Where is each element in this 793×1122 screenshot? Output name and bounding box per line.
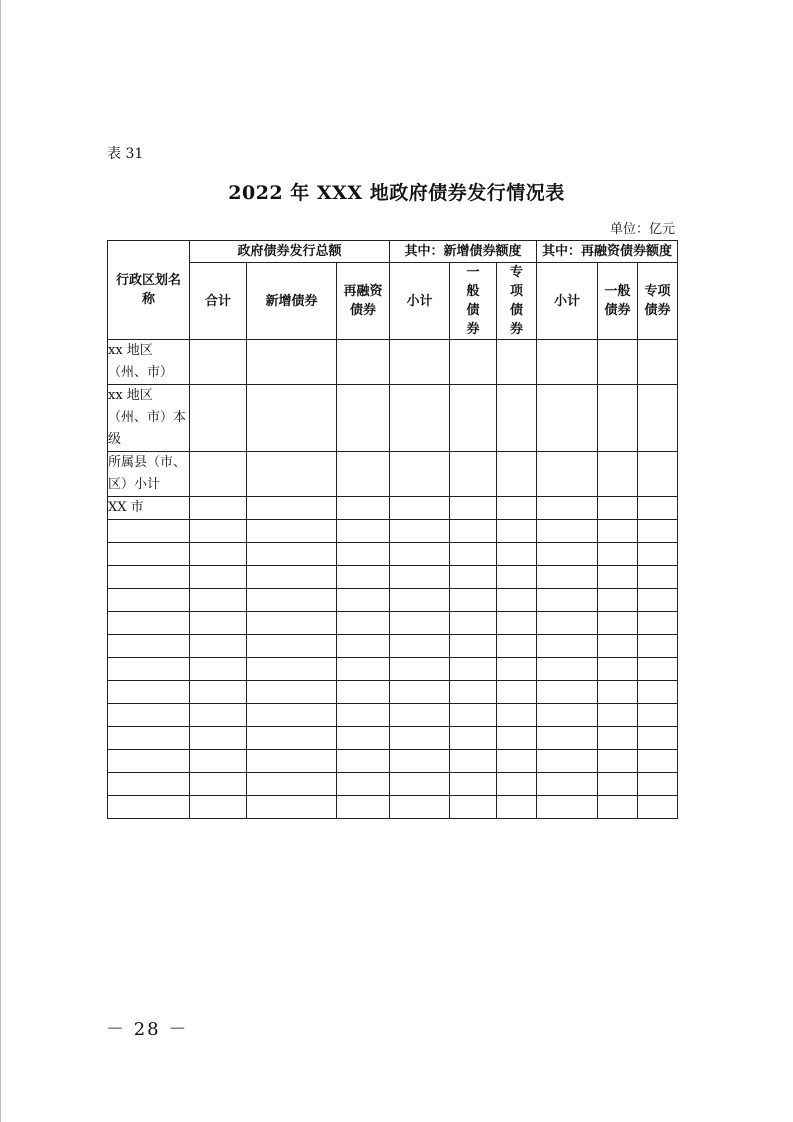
data-cell: [537, 704, 598, 727]
table-label: 表 31: [107, 146, 144, 162]
row-region-name: 所属县（市、区）小计: [108, 452, 190, 497]
subheader-refi-special: 专项债券: [638, 263, 678, 340]
bond-issuance-table: [107, 240, 678, 819]
data-cell: [247, 727, 337, 750]
data-cell: [390, 340, 450, 385]
data-cell: [190, 612, 247, 635]
data-cell: [598, 635, 638, 658]
data-cell: [337, 681, 390, 704]
data-cell: [537, 566, 598, 589]
data-cell: [390, 773, 450, 796]
data-cell: [450, 796, 497, 819]
data-cell: [537, 796, 598, 819]
data-cell: [190, 589, 247, 612]
data-cell: [247, 452, 337, 497]
row-region-name: xx 地区（州、市）本级: [108, 385, 190, 452]
row-region-name: [108, 566, 190, 589]
data-cell: [598, 497, 638, 520]
table-row: [108, 773, 678, 796]
row-region-name: [108, 589, 190, 612]
data-cell: [497, 520, 537, 543]
row-region-name: [108, 750, 190, 773]
data-cell: [638, 612, 678, 635]
data-cell: [337, 520, 390, 543]
data-cell: [450, 612, 497, 635]
data-cell: [497, 589, 537, 612]
data-cell: [390, 589, 450, 612]
data-cell: [638, 796, 678, 819]
data-cell: [247, 704, 337, 727]
data-cell: [638, 385, 678, 452]
row-region-name: [108, 681, 190, 704]
data-cell: [537, 727, 598, 750]
table-row: [108, 497, 678, 520]
row-region-name: XX 市: [108, 497, 190, 520]
data-cell: [247, 543, 337, 566]
data-cell: [450, 704, 497, 727]
data-cell: [337, 704, 390, 727]
data-cell: [190, 635, 247, 658]
table-row: [108, 635, 678, 658]
data-cell: [450, 589, 497, 612]
data-cell: [598, 796, 638, 819]
data-cell: [247, 796, 337, 819]
data-cell: [638, 589, 678, 612]
data-cell: [450, 727, 497, 750]
group-header-total: 政府债券发行总额: [190, 241, 390, 263]
row-region-name: [108, 704, 190, 727]
data-cell: [247, 750, 337, 773]
data-cell: [598, 385, 638, 452]
data-cell: [638, 452, 678, 497]
data-cell: [190, 340, 247, 385]
data-cell: [598, 612, 638, 635]
data-cell: [598, 452, 638, 497]
data-cell: [390, 750, 450, 773]
data-cell: [337, 566, 390, 589]
data-cell: [450, 520, 497, 543]
data-cell: [390, 658, 450, 681]
data-cell: [497, 543, 537, 566]
subheader-new-special: 专项债券: [497, 263, 537, 340]
row-region-name: [108, 612, 190, 635]
data-cell: [190, 750, 247, 773]
data-cell: [247, 566, 337, 589]
table-body: [108, 340, 678, 819]
data-cell: [190, 773, 247, 796]
table-row: [108, 543, 678, 566]
row-region-name: [108, 796, 190, 819]
data-cell: [337, 658, 390, 681]
data-cell: [497, 704, 537, 727]
data-cell: [390, 796, 450, 819]
data-cell: [450, 750, 497, 773]
data-cell: [337, 589, 390, 612]
data-cell: [598, 704, 638, 727]
group-header-new: 其中：新增债券额度: [390, 241, 537, 263]
page-number: － 28 －: [106, 1019, 189, 1040]
subheader-new-bonds: 新增债券: [247, 263, 337, 340]
data-cell: [450, 385, 497, 452]
data-cell: [450, 566, 497, 589]
data-cell: [337, 750, 390, 773]
data-cell: [497, 773, 537, 796]
data-cell: [190, 566, 247, 589]
data-cell: [497, 385, 537, 452]
data-cell: [638, 704, 678, 727]
data-cell: [247, 612, 337, 635]
data-cell: [247, 635, 337, 658]
data-cell: [497, 681, 537, 704]
data-cell: [638, 520, 678, 543]
table-row: [108, 681, 678, 704]
data-cell: [337, 543, 390, 566]
data-cell: [337, 612, 390, 635]
row-region-name: [108, 520, 190, 543]
data-cell: [337, 727, 390, 750]
data-cell: [638, 543, 678, 566]
data-cell: [450, 340, 497, 385]
data-cell: [247, 340, 337, 385]
unit-label: 单位：亿元: [609, 222, 675, 237]
row-region-name: [108, 635, 190, 658]
table-row: [108, 385, 678, 452]
data-cell: [598, 773, 638, 796]
data-cell: [390, 612, 450, 635]
data-cell: [190, 520, 247, 543]
table-row: [108, 520, 678, 543]
data-cell: [537, 589, 598, 612]
data-cell: [190, 796, 247, 819]
row-region-name: [108, 727, 190, 750]
subheader-new-general: 一般债券: [450, 263, 497, 340]
data-cell: [537, 497, 598, 520]
data-cell: [497, 658, 537, 681]
data-cell: [190, 681, 247, 704]
data-cell: [247, 658, 337, 681]
data-cell: [390, 520, 450, 543]
data-cell: [638, 681, 678, 704]
data-cell: [638, 497, 678, 520]
data-cell: [247, 520, 337, 543]
data-cell: [497, 566, 537, 589]
data-cell: [537, 681, 598, 704]
data-cell: [537, 750, 598, 773]
data-cell: [390, 452, 450, 497]
data-cell: [390, 385, 450, 452]
data-cell: [537, 340, 598, 385]
subheader-refi-subtotal: 小计: [537, 263, 598, 340]
data-cell: [247, 589, 337, 612]
data-cell: [497, 452, 537, 497]
table-row: [108, 658, 678, 681]
page-left-edge: [0, 0, 1, 1122]
subheader-refi-general: 一般债券: [598, 263, 638, 340]
data-cell: [337, 340, 390, 385]
table-row: [108, 727, 678, 750]
table-row: [108, 589, 678, 612]
data-cell: [638, 340, 678, 385]
data-cell: [450, 773, 497, 796]
data-cell: [450, 635, 497, 658]
data-cell: [190, 543, 247, 566]
data-cell: [497, 750, 537, 773]
data-cell: [598, 681, 638, 704]
data-cell: [638, 773, 678, 796]
data-cell: [247, 681, 337, 704]
data-cell: [537, 635, 598, 658]
data-cell: [390, 543, 450, 566]
data-cell: [497, 497, 537, 520]
data-cell: [497, 635, 537, 658]
data-cell: [537, 773, 598, 796]
data-cell: [390, 704, 450, 727]
data-cell: [450, 658, 497, 681]
subheader-new-subtotal: 小计: [390, 263, 450, 340]
data-cell: [598, 727, 638, 750]
row-region-name: [108, 773, 190, 796]
data-cell: [337, 452, 390, 497]
group-header-refinance: 其中：再融资债券额度: [537, 241, 678, 263]
data-cell: [537, 520, 598, 543]
data-cell: [190, 658, 247, 681]
data-cell: [638, 566, 678, 589]
subheader-refinance-bonds: 再融资债券: [337, 263, 390, 340]
data-cell: [537, 385, 598, 452]
table-row: [108, 750, 678, 773]
data-cell: [497, 612, 537, 635]
data-cell: [247, 773, 337, 796]
data-cell: [390, 681, 450, 704]
region-name-header: 行政区划名称: [108, 241, 190, 340]
subheader-total: 合计: [190, 263, 247, 340]
data-cell: [497, 796, 537, 819]
data-cell: [337, 497, 390, 520]
data-cell: [537, 543, 598, 566]
data-cell: [450, 543, 497, 566]
data-cell: [247, 497, 337, 520]
data-cell: [537, 452, 598, 497]
data-cell: [190, 452, 247, 497]
row-region-name: [108, 543, 190, 566]
data-cell: [190, 704, 247, 727]
data-cell: [337, 635, 390, 658]
data-cell: [390, 497, 450, 520]
data-cell: [450, 452, 497, 497]
data-cell: [190, 385, 247, 452]
data-cell: [598, 566, 638, 589]
data-cell: [638, 750, 678, 773]
row-region-name: [108, 658, 190, 681]
data-cell: [638, 727, 678, 750]
table-row: [108, 452, 678, 497]
data-cell: [497, 340, 537, 385]
table-row: [108, 612, 678, 635]
data-cell: [247, 385, 337, 452]
data-cell: [598, 520, 638, 543]
data-cell: [537, 658, 598, 681]
table-row: [108, 340, 678, 385]
data-cell: [190, 727, 247, 750]
data-cell: [638, 658, 678, 681]
table-row: [108, 704, 678, 727]
data-cell: [450, 497, 497, 520]
data-cell: [638, 635, 678, 658]
data-cell: [598, 589, 638, 612]
data-cell: [390, 727, 450, 750]
data-cell: [598, 750, 638, 773]
data-cell: [337, 796, 390, 819]
data-cell: [190, 497, 247, 520]
data-cell: [390, 635, 450, 658]
data-cell: [598, 543, 638, 566]
data-cell: [537, 612, 598, 635]
data-cell: [337, 385, 390, 452]
data-cell: [390, 566, 450, 589]
document-title: 2022 年 XXX 地政府债券发行情况表: [228, 182, 565, 204]
row-region-name: xx 地区（州、市）: [108, 340, 190, 385]
data-cell: [598, 658, 638, 681]
data-cell: [497, 727, 537, 750]
data-cell: [337, 773, 390, 796]
table-row: [108, 566, 678, 589]
table-row: [108, 796, 678, 819]
data-cell: [450, 681, 497, 704]
data-cell: [598, 340, 638, 385]
